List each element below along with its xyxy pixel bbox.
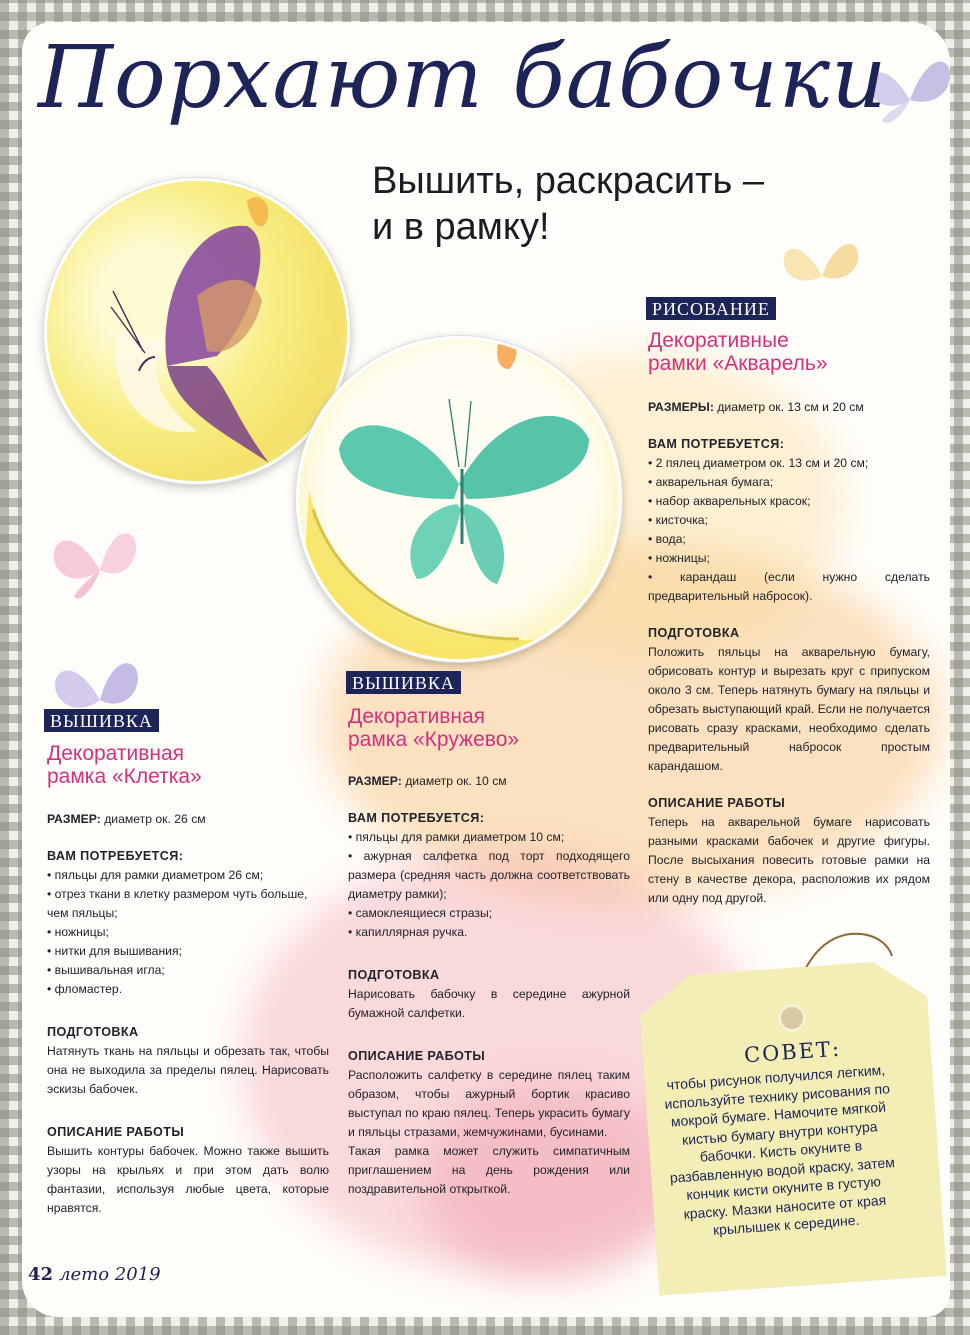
size-label: РАЗМЕР: xyxy=(47,812,101,826)
list-item: • фломастер. xyxy=(47,980,329,999)
page-title: Порхают бабочки xyxy=(38,28,888,128)
section-title-akvarel xyxy=(648,329,828,375)
page-footer xyxy=(28,1264,161,1285)
needs-heading: ВАМ ПОТРЕБУЕТСЯ: xyxy=(348,811,485,825)
list-item: • самоклеящиеся стразы; xyxy=(348,904,630,923)
pink-butterfly-icon xyxy=(40,500,150,610)
tip-text: чтобы рисунок получился легким, используйте технику рисования по мокрой бумаге. Намочите мягкой кистью бумагу внутри контура бабочки. Кисть окуните в разбавленную водой краску, затем кончик кисти окуните в густую краску. Мазки наносите от края крылышек к середине. xyxy=(663,1061,896,1238)
list-item: • отрез ткани в клетку размером чуть больше, чем пяльцы; xyxy=(47,885,329,923)
list-item: • ажурная салфетка под торт подходящего размера (средняя часть должна соответствовать диаметру рамки); xyxy=(348,847,630,904)
section-body-kruzhevo xyxy=(348,772,630,1199)
section-tag-risovanie: РИСОВАНИЕ xyxy=(646,297,776,320)
work-text: Расположить салфетку в середине пялец таким образом, чтобы ажурный бортик красиво выступал по краю пялец. Теперь украсить бумагу и пяльцы стразами, жемчужинами, бусинами. xyxy=(348,1068,630,1139)
needs-list xyxy=(348,828,630,942)
size-value: диаметр ок. 10 см xyxy=(401,774,507,788)
prep-text: Положить пяльцы на акварельную бумагу, обрисовать контур и вырезать круг с припуском около 3 см. Теперь натянуть бумагу на пяльцы и обрезать выступающий край. Если не получается рисовать сразу красками, необходимо сделать предварительный набросок простым карандашом. xyxy=(648,645,930,773)
tip-note-eyelet xyxy=(778,1004,806,1032)
work-text-2: Такая рамка может служить симпатичным приглашением на день рождения или поздравительной открыткой. xyxy=(348,1144,630,1196)
section-body-akvarel xyxy=(648,398,930,908)
section-tag-vyshivka-kruzhevo: ВЫШИВКА xyxy=(346,671,461,694)
work-heading: ОПИСАНИЕ РАБОТЫ xyxy=(648,796,786,810)
size-value: диаметр ок. 13 см и 20 см xyxy=(713,400,864,414)
work-text: Вышить контуры бабочек. Можно также вышить узоры на крыльях и при этом дать волю фантазии, используя любые цвета, которые нравятся. xyxy=(47,1144,329,1215)
photo-circle-green-butterfly xyxy=(296,336,622,662)
needs-heading: ВАМ ПОТРЕБУЕТСЯ: xyxy=(47,849,184,863)
list-item: • вода; xyxy=(648,530,930,549)
subtitle-line-1: Вышить, раскрасить – xyxy=(372,160,764,202)
list-item: • акварельная бумага; xyxy=(648,473,930,492)
list-item: • пяльцы для рамки диаметром 10 см; xyxy=(348,828,630,847)
section-title-akvarel-line1: Декоративные xyxy=(648,329,789,352)
tip-title: СОВЕТ: xyxy=(743,1036,842,1068)
prep-text: Натянуть ткань на пяльцы и обрезать так, чтобы она не выходила за пределы пялец. Нарисовать эскизы бабочек. xyxy=(47,1044,329,1096)
list-item: • нитки для вышивания; xyxy=(47,942,329,961)
work-heading: ОПИСАНИЕ РАБОТЫ xyxy=(47,1125,185,1139)
section-body-kletka xyxy=(47,810,329,1218)
section-title-kruzhevo xyxy=(348,705,519,751)
needs-list xyxy=(47,866,329,999)
size-line xyxy=(47,810,329,829)
photo-circle-purple-butterfly xyxy=(44,178,350,484)
size-label: РАЗМЕР: xyxy=(348,774,402,788)
yellow-butterfly-icon xyxy=(770,218,870,308)
prep-heading: ПОДГОТОВКА xyxy=(348,968,440,982)
prep-heading: ПОДГОТОВКА xyxy=(47,1025,139,1039)
list-item: • ножницы; xyxy=(648,549,930,568)
section-tag-vyshivka-kletka: ВЫШИВКА xyxy=(44,709,159,732)
list-item: • набор акварельных красок; xyxy=(648,492,930,511)
work-heading: ОПИСАНИЕ РАБОТЫ xyxy=(348,1049,486,1063)
list-item: • 2 пялец диаметром ок. 13 см и 20 см; xyxy=(648,454,930,473)
size-line xyxy=(348,772,630,791)
green-butterfly-icon xyxy=(299,339,619,659)
section-title-akvarel-line2: рамки «Акварель» xyxy=(648,352,828,375)
list-item: • кисточка; xyxy=(648,511,930,530)
section-title-kletka xyxy=(47,742,202,788)
section-title-kruzhevo-line2: рамка «Кружево» xyxy=(348,728,520,751)
prep-text: Нарисовать бабочку в середине ажурной бумажной салфетки. xyxy=(348,987,630,1020)
section-title-kletka-line2: рамка «Клетка» xyxy=(47,765,202,788)
list-item: • карандаш (если нужно сделать предварительный набросок). xyxy=(648,568,930,606)
section-title-kruzhevo-line1: Декоративная xyxy=(348,705,486,728)
list-item: • пяльцы для рамки диаметром 26 см; xyxy=(47,866,329,885)
needs-heading: ВАМ ПОТРЕБУЕТСЯ: xyxy=(648,437,785,451)
size-value: диаметр ок. 26 см xyxy=(100,812,206,826)
issue-season: лето 2019 xyxy=(59,1264,161,1285)
size-label: РАЗМЕРЫ: xyxy=(648,400,714,414)
list-item: • ножницы; xyxy=(47,923,329,942)
page-number: 42 xyxy=(28,1264,54,1285)
section-title-kletka-line1: Декоративная xyxy=(47,742,185,765)
prep-heading: ПОДГОТОВКА xyxy=(648,626,740,640)
work-text: Теперь на акварельной бумаге нарисовать разными красками бабочек и другие фигуры. После высыхания повесить готовые рамки на стену в качестве декора, расположив их рядом или одну под другой. xyxy=(648,815,930,905)
list-item: • вышивальная игла; xyxy=(47,961,329,980)
subtitle-line-2: и в рамку! xyxy=(372,206,550,248)
size-line xyxy=(648,398,930,417)
list-item: • капиллярная ручка. xyxy=(348,923,630,942)
page-subtitle xyxy=(372,158,764,250)
purple-butterfly-icon xyxy=(47,181,347,481)
needs-list xyxy=(648,454,930,606)
